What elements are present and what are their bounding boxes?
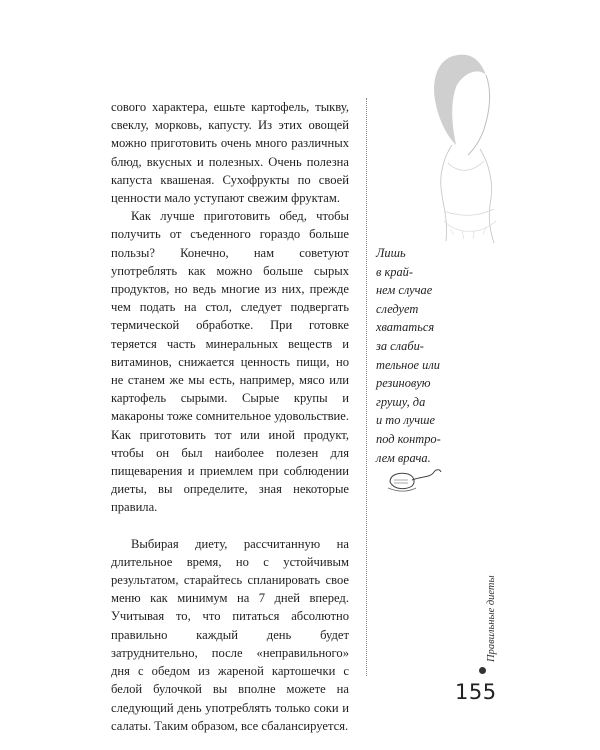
page-number: 155 <box>455 680 497 704</box>
running-header-text: Правильные диеты <box>486 575 497 662</box>
sidebar-line: и то лучше <box>376 413 436 428</box>
sidebar-line: нем случае <box>376 283 433 298</box>
running-header <box>470 552 497 662</box>
sidebar-line: следует <box>376 301 419 316</box>
main-text-column <box>111 98 349 735</box>
paragraph-1: сового характера, ешьте картофель, тыкву, свеклу, морковь, капусту. Из этих овощей можно приготовить очень много различных блюд, вкусных и полезных. Очень полезна капуста квашеная. Сухофрукты по своей ценности мало уступают свежим фруктам. <box>111 100 349 206</box>
sidebar-line: тельное или <box>376 357 440 372</box>
sidebar-line: в край- <box>376 264 413 279</box>
sidebar-line: под контро- <box>376 431 441 446</box>
sidebar-line: хвататься <box>376 320 435 335</box>
paragraph-3: Выбирая диету, рассчитанную на длительное время, но с устойчивым результатом, старайтесь спланировать свое меню как минимум на 7 дней вперед. Учитывая то, что питаться абсолютно правильно каждый день будет затруднительно, после «неправильного» дня с обедом из жареной картошечки с белой булочкой вы вполне можете на следующий день употреблять только соки и салаты. Таким образом, все сбалансируется. <box>111 536 349 733</box>
paragraph-2: Как лучше приготовить обед, чтобы получить от съеденного гораздо больше пользы? Конечно, нам советуют употреблять как можно больше сырых продуктов, но ведь многие из них, прежде чем подать на стол, следует подвергать термической обработке. При готовке теряется часть минеральных веществ и витаминов, снижается ценность пищи, но не станем же мы есть, например, мясо или картофель сырыми. Сырые крупы и макароны тоже сомнительное удовольствие. Как приготовить тот или иной продукт, чтобы он был наиболее полезен для пищеварения и приемлем при соблюдении диеты, вы определите, зная некоторые правила. <box>111 209 349 515</box>
woman-illustration <box>408 45 528 245</box>
enema-bulb-icon <box>386 466 444 494</box>
dotted-divider <box>366 98 367 676</box>
sidebar-line: грушу, да <box>376 394 426 409</box>
sidebar-line: резиновую <box>376 376 431 391</box>
sidebar-note <box>376 244 456 467</box>
bullet-dot <box>479 667 486 674</box>
sidebar-line: Лишь <box>376 246 406 260</box>
sidebar-line: лем врача. <box>376 450 431 465</box>
sidebar-line: за слаби- <box>376 338 424 353</box>
